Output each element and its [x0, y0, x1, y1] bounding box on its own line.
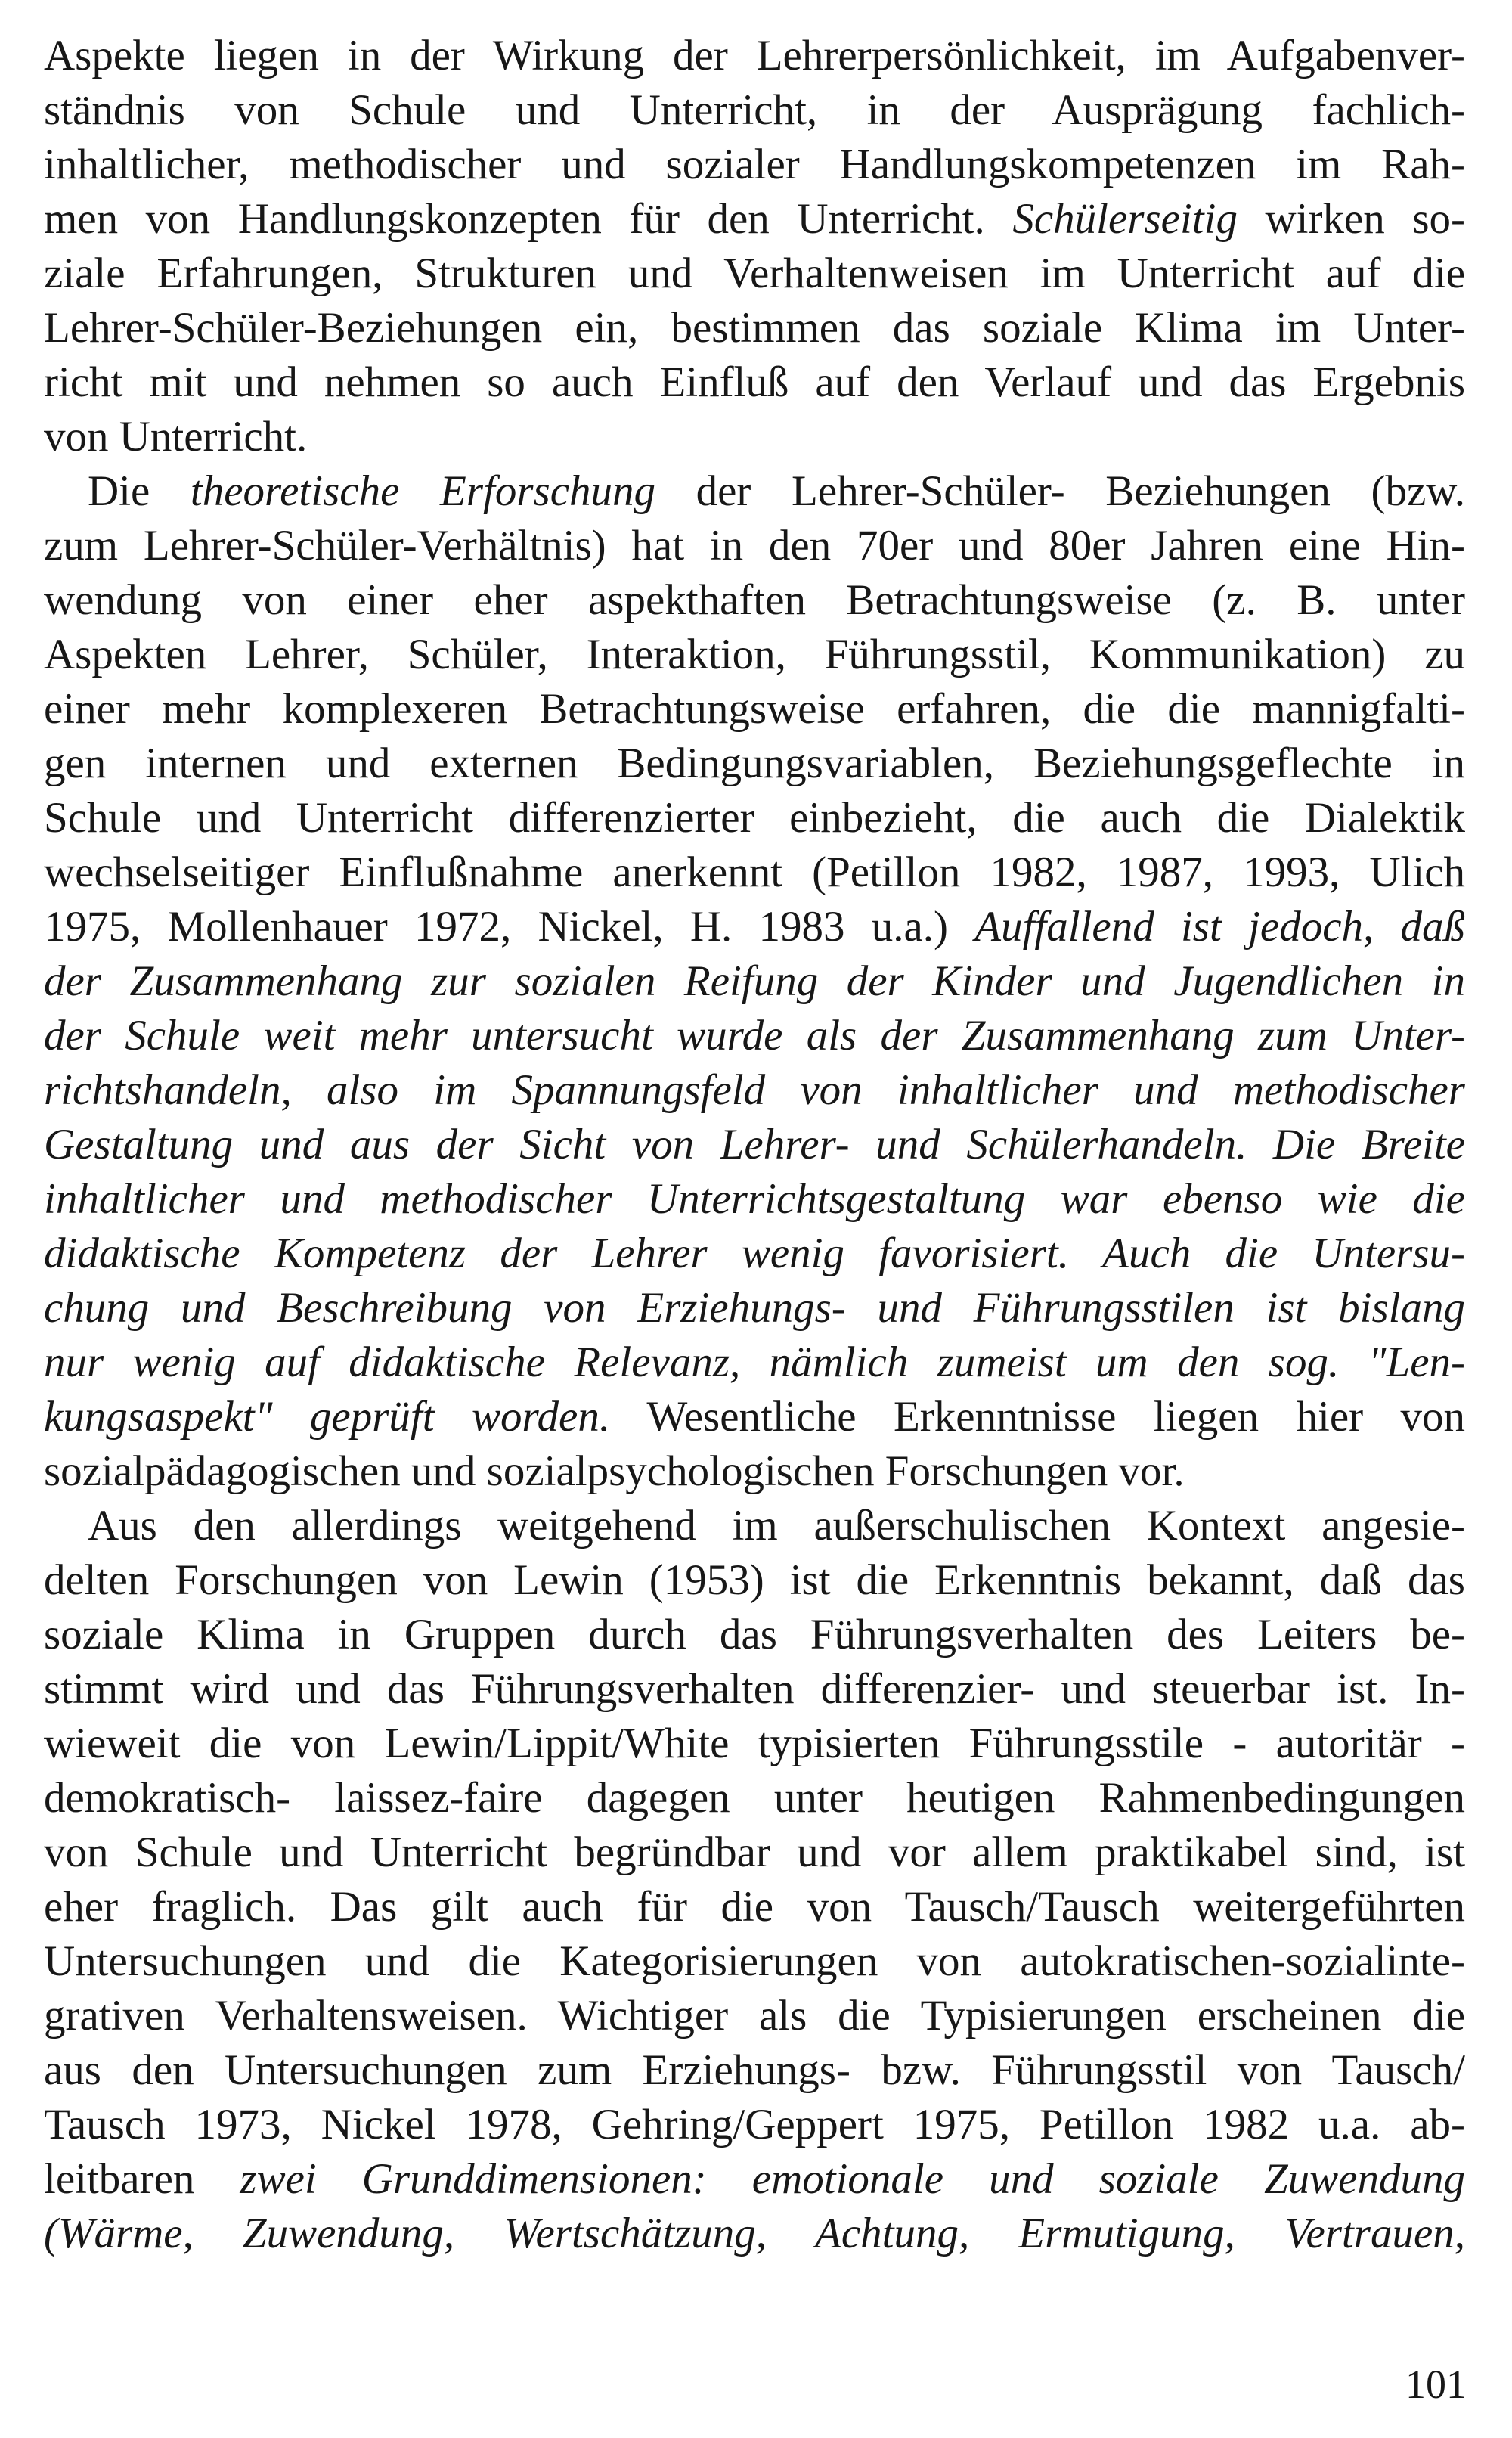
text-line: [44, 138, 1465, 192]
text-line: [44, 1662, 1465, 1717]
text-line: [44, 845, 1465, 900]
italic-run: richtshandeln, also im Spannungsfeld von inhaltlicher und methodischer: [44, 1066, 1465, 1114]
text-line: [44, 1989, 1465, 2043]
text-run: inhaltlicher, methodischer und sozialer Handlungskompetenzen im Rah-: [44, 141, 1465, 188]
text-run: leitbaren: [44, 2155, 240, 2203]
text-run: richt mit und nehmen so auch Einfluß auf den Verlauf und das Ergebnis: [44, 358, 1465, 406]
text-line: [44, 1825, 1465, 1880]
text-run: ziale Erfahrungen, Strukturen und Verhaltenweisen im Unterricht auf die: [44, 250, 1465, 297]
text-run: wieweit die von Lewin/Lippit/White typisierten Führungsstile - autoritär -: [44, 1720, 1465, 1767]
text-run: stimmt wird und das Führungsverhalten differenzier- und steuerbar ist. In-: [44, 1665, 1465, 1713]
text-line: [44, 900, 1465, 954]
italic-run: der Schule weit mehr untersucht wurde als der Zusammenhang zum Unter-: [44, 1012, 1465, 1059]
text-line: [44, 1227, 1465, 1281]
text-line: [44, 247, 1465, 301]
text-line: [44, 464, 1465, 519]
italic-run: Auffallend ist jedoch, daß: [974, 903, 1465, 951]
text-run: 1975, Mollenhauer 1972, Nickel, H. 1983 u.a.): [44, 903, 975, 951]
text-line: [44, 791, 1465, 845]
text-line: [44, 2043, 1465, 2098]
text-line: [44, 1118, 1465, 1172]
text-run: grativen Verhaltensweisen. Wichtiger als die Typisierungen erscheinen die: [44, 1992, 1465, 2039]
text-line: [44, 2098, 1465, 2152]
italic-run: Schülerseitig: [1012, 195, 1238, 243]
text-run: Die: [88, 467, 191, 515]
text-line: [44, 301, 1465, 355]
italic-run: (Wärme, Zuwendung, Wertschätzung, Achtung, Ermutigung, Vertrauen,: [44, 2210, 1465, 2257]
text-line: [44, 1499, 1465, 1553]
text-line: [44, 737, 1465, 791]
text-run: demokratisch- laissez-faire dagegen unter heutigen Rahmenbedingungen: [44, 1774, 1465, 1822]
paragraph-1: [44, 29, 1465, 464]
text-run: sozialpädagogischen und sozialpsychologischen Forschungen vor.: [44, 1447, 1185, 1495]
text-run: Wesentliche Erkenntnisse liegen hier von: [610, 1393, 1465, 1441]
paragraph-2: [44, 464, 1465, 1499]
text-line: [44, 2207, 1465, 2261]
text-run: von Schule und Unterricht begründbar und vor allem praktikabel sind, ist: [44, 1828, 1465, 1876]
text-line: [44, 1444, 1465, 1499]
italic-run: zwei Grunddimensionen: emotionale und soziale Zuwendung: [240, 2155, 1465, 2203]
italic-run: der Zusammenhang zur sozialen Reifung der Kinder und Jugendlichen in: [44, 957, 1465, 1005]
text-line: [44, 1771, 1465, 1825]
text-line: [44, 1717, 1465, 1771]
text-run: Schule und Unterricht differenzierter einbezieht, die auch die Dialektik: [44, 794, 1465, 842]
text-run: Tausch 1973, Nickel 1978, Gehring/Geppert 1975, Petillon 1982 u.a. ab-: [44, 2101, 1465, 2148]
italic-run: chung und Beschreibung von Erziehungs- und Führungsstilen ist bislang: [44, 1284, 1465, 1332]
text-line: [44, 1172, 1465, 1227]
text-line: [44, 1063, 1465, 1118]
text-line: [44, 954, 1465, 1009]
page-number: 101: [1405, 2362, 1467, 2407]
text-line: [44, 1281, 1465, 1335]
page-body: [44, 29, 1465, 2261]
text-run: wendung von einer eher aspekthaften Betrachtungsweise (z. B. unter: [44, 576, 1465, 624]
text-line: [44, 2152, 1465, 2207]
text-line: [44, 1335, 1465, 1390]
text-run: Aspekten Lehrer, Schüler, Interaktion, Führungsstil, Kommunikation) zu: [44, 631, 1465, 678]
text-line: [44, 410, 1465, 464]
text-run: einer mehr komplexeren Betrachtungsweise erfahren, die die mannigfalti-: [44, 685, 1465, 733]
text-line: [44, 1934, 1465, 1989]
text-run: Untersuchungen und die Kategorisierungen von autokratischen-sozialinte-: [44, 1937, 1465, 1985]
text-run: der Lehrer-Schüler- Beziehungen (bzw.: [655, 467, 1465, 515]
text-line: [44, 1390, 1465, 1444]
text-line: [44, 1880, 1465, 1934]
italic-run: didaktische Kompetenz der Lehrer wenig favorisiert. Auch die Untersu-: [44, 1230, 1465, 1277]
text-run: zum Lehrer-Schüler-Verhältnis) hat in den 70er und 80er Jahren eine Hin-: [44, 522, 1465, 569]
paragraph-3: [44, 1499, 1465, 2261]
text-line: [44, 682, 1465, 737]
text-line: [44, 573, 1465, 628]
text-run: delten Forschungen von Lewin (1953) ist die Erkenntnis bekannt, daß das: [44, 1556, 1465, 1604]
text-line: [44, 1553, 1465, 1608]
text-run: soziale Klima in Gruppen durch das Führungsverhalten des Leiters be-: [44, 1611, 1465, 1658]
text-line: [44, 628, 1465, 682]
italic-run: nur wenig auf didaktische Relevanz, nämlich zumeist um den sog. "Len-: [44, 1338, 1465, 1386]
text-run: von Unterricht.: [44, 413, 308, 461]
italic-run: inhaltlicher und methodischer Unterrichtsgestaltung war ebenso wie die: [44, 1175, 1465, 1223]
italic-run: kungsaspekt" geprüft worden.: [44, 1393, 611, 1441]
text-run: men von Handlungskonzepten für den Unterricht.: [44, 195, 1013, 243]
text-line: [44, 355, 1465, 410]
text-run: Lehrer-Schüler-Beziehungen ein, bestimmen das soziale Klima im Unter-: [44, 304, 1465, 352]
italic-run: theoretische Erforschung: [190, 467, 655, 515]
text-line: [44, 1009, 1465, 1063]
italic-run: Gestaltung und aus der Sicht von Lehrer- und Schülerhandeln. Die Breite: [44, 1121, 1465, 1168]
text-run: eher fraglich. Das gilt auch für die von Tausch/Tausch weitergeführten: [44, 1883, 1465, 1931]
text-run: Aus den allerdings weitgehend im außerschulischen Kontext angesie-: [88, 1502, 1465, 1549]
text-run: Aspekte liegen in der Wirkung der Lehrerpersönlichkeit, im Aufgabenver-: [44, 32, 1465, 79]
text-line: [44, 29, 1465, 83]
text-line: [44, 519, 1465, 573]
text-line: [44, 83, 1465, 138]
text-run: wechselseitiger Einflußnahme anerkennt (Petillon 1982, 1987, 1993, Ulich: [44, 848, 1465, 896]
text-line: [44, 192, 1465, 247]
text-run: aus den Untersuchungen zum Erziehungs- bzw. Führungsstil von Tausch/: [44, 2046, 1465, 2094]
text-run: wirken so-: [1237, 195, 1465, 243]
text-run: gen internen und externen Bedingungsvariablen, Beziehungsgeflechte in: [44, 740, 1465, 787]
text-run: ständnis von Schule und Unterricht, in der Ausprägung fachlich-: [44, 86, 1465, 134]
text-line: [44, 1608, 1465, 1662]
